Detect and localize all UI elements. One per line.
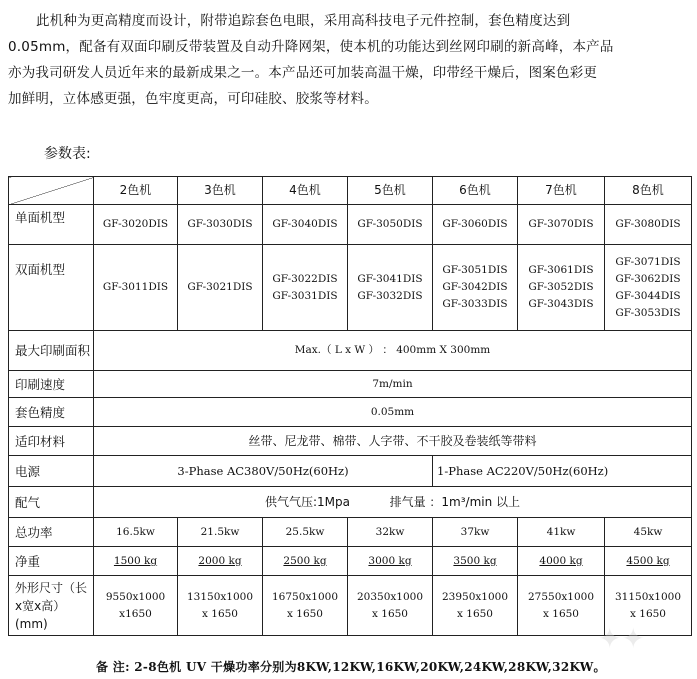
row-label: 总功率 [9,518,94,547]
table-cell: GF-3030DIS [178,205,263,245]
weight-value: 2000 kg [198,554,242,567]
table-cell: GF-3080DIS [605,205,692,245]
dimension-line: 31150x1000 [614,590,682,603]
speed-row [9,371,692,398]
model-code: GF-3032DIS [357,289,423,302]
dimension-line: 16750x1000 [271,590,339,603]
intro-line: 亦为我司研发人员近年来的最新成果之一。本产品还可加装高温干燥，印带经干燥后，图案色彩更 [8,65,598,81]
table-cell: 0.05mm [94,398,692,427]
model-code: GF-3051DIS [442,264,508,276]
table-cell [94,245,178,331]
table-cell: 25.5kw [263,518,348,547]
table-cell [433,245,518,331]
row-label: 净重 [9,547,94,576]
column-header: 3色机 [178,177,263,205]
column-header: 7色机 [518,177,605,205]
weight-value: 2500 kg [283,554,327,567]
table-cell: 41kw [518,518,605,547]
table-cell [348,547,433,576]
column-header: 8色机 [605,177,692,205]
table-cell: 45kw [605,518,692,547]
weight-value: 3000 kg [368,554,412,567]
single-model-row [9,205,692,245]
air-row [9,487,692,518]
table-cell [348,576,433,636]
row-label: 外形尺寸（长x宽x高）(mm) [9,576,94,636]
net-weight-row [9,547,692,576]
table-cell: 16.5kw [94,518,178,547]
table-cell: GF-3060DIS [433,205,518,245]
intro-paragraph [8,8,688,112]
row-label: 电源 [9,456,94,487]
table-cell [518,576,605,636]
power-supply-row [9,456,692,487]
row-label: 套色精度 [9,398,94,427]
model-code: GF-3033DIS [442,298,508,310]
table-cell: 32kw [348,518,433,547]
table-cell [263,547,348,576]
spec-table [8,176,692,636]
dimensions-row [9,576,692,636]
air-supply-pressure: 供气气压:1Mpa [264,494,350,509]
dimension-line: 23950x1000 [441,590,509,603]
table-cell [518,245,605,331]
table-cell [94,576,178,636]
dimension-line: x 1650 [543,607,579,620]
weight-value: 4000 kg [539,554,583,567]
table-cell: 1-Phase AC220V/50Hz(60Hz) [433,456,692,487]
intro-line: 此机种为更高精度而设计，附带追踪套色电眼，采用高科技电子元件控制，套色精度达到 [36,13,571,29]
model-code: GF-3021DIS [187,281,253,293]
row-label: 单面机型 [9,205,94,245]
table-cell [178,547,263,576]
params-title: 参数表: [44,146,91,162]
model-code: GF-3052DIS [528,281,594,293]
table-cell [433,547,518,576]
table-cell [94,547,178,576]
column-header: 6色机 [433,177,518,205]
model-code: GF-3062DIS [615,272,681,285]
corner-cell [9,177,94,205]
table-cell [263,245,348,331]
header-row [9,177,692,205]
table-cell [263,576,348,636]
dimension-line: x 1650 [457,607,493,620]
table-cell [433,576,518,636]
model-code: GF-3042DIS [442,281,508,293]
table-cell: 丝带、尼龙带、棉带、人字带、不干胶及卷装纸等带料 [94,427,692,456]
table-cell: 37kw [433,518,518,547]
dimension-line: x 1650 [372,607,408,620]
dimension-line: 13150x1000 [186,590,254,603]
table-cell: 3-Phase AC380V/50Hz(60Hz) [94,456,433,487]
air-exhaust-volume: 排气量 ：1m³/min 以上 [389,494,521,509]
dimension-line: 20350x1000 [356,590,424,603]
double-model-row [9,245,692,331]
column-header: 4色机 [263,177,348,205]
model-code: GF-3031DIS [272,289,338,302]
total-power-row [9,518,692,547]
table-cell [605,547,692,576]
table-cell [94,487,692,518]
watermark: ✦✦ [598,622,645,655]
table-cell: GF-3070DIS [518,205,605,245]
model-code: GF-3053DIS [615,306,681,319]
table-cell [348,245,433,331]
row-label: 配气 [9,487,94,518]
column-header: 2色机 [94,177,178,205]
model-code: GF-3011DIS [102,281,169,293]
row-label: 印刷速度 [9,371,94,398]
dimension-line: x1650 [119,607,152,620]
model-code: GF-3071DIS [615,255,681,268]
table-cell: 7m/min [94,371,692,398]
dimension-line: 9550x1000 [105,590,166,603]
dimension-line: x 1650 [630,607,666,620]
dimension-line: x 1650 [287,607,323,620]
model-code: GF-3041DIS [357,272,423,285]
max-area-row [9,331,692,371]
model-code: GF-3043DIS [528,298,594,310]
table-cell: Max.（ L x W ） ： 400mm X 300mm [94,331,692,371]
footnote: 备 注: 2-8色机 UV 干燥功率分别为8KW,12KW,16KW,20KW,24KW,28KW,32KW。 [96,660,606,674]
table-cell [178,245,263,331]
intro-line: 加鲜明，立体感更强，色牢度更高，可印硅胶、胶浆等材料。 [8,91,378,107]
weight-value: 4500 kg [626,554,670,567]
table-cell: 21.5kw [178,518,263,547]
column-header: 5色机 [348,177,433,205]
table-cell [178,576,263,636]
model-code: GF-3022DIS [272,272,338,285]
weight-value: 3500 kg [453,554,497,567]
table-cell: GF-3050DIS [348,205,433,245]
row-label: 适印材料 [9,427,94,456]
weight-value: 1500 kg [113,554,158,567]
row-label: 双面机型 [9,245,94,331]
table-cell: GF-3020DIS [94,205,178,245]
dimension-line: 27550x1000 [527,590,595,603]
dimension-line: x 1650 [202,607,238,620]
table-cell: GF-3040DIS [263,205,348,245]
materials-row [9,427,692,456]
intro-line: 0.05mm，配备有双面印刷反带装置及自动升降网架，使本机的功能达到丝网印刷的新高峰，本产品 [8,39,614,55]
row-label: 最大印刷面积 [9,331,94,371]
registration-row [9,398,692,427]
table-cell [605,245,692,331]
model-code: GF-3061DIS [528,264,594,276]
table-cell [518,547,605,576]
model-code: GF-3044DIS [615,289,681,302]
